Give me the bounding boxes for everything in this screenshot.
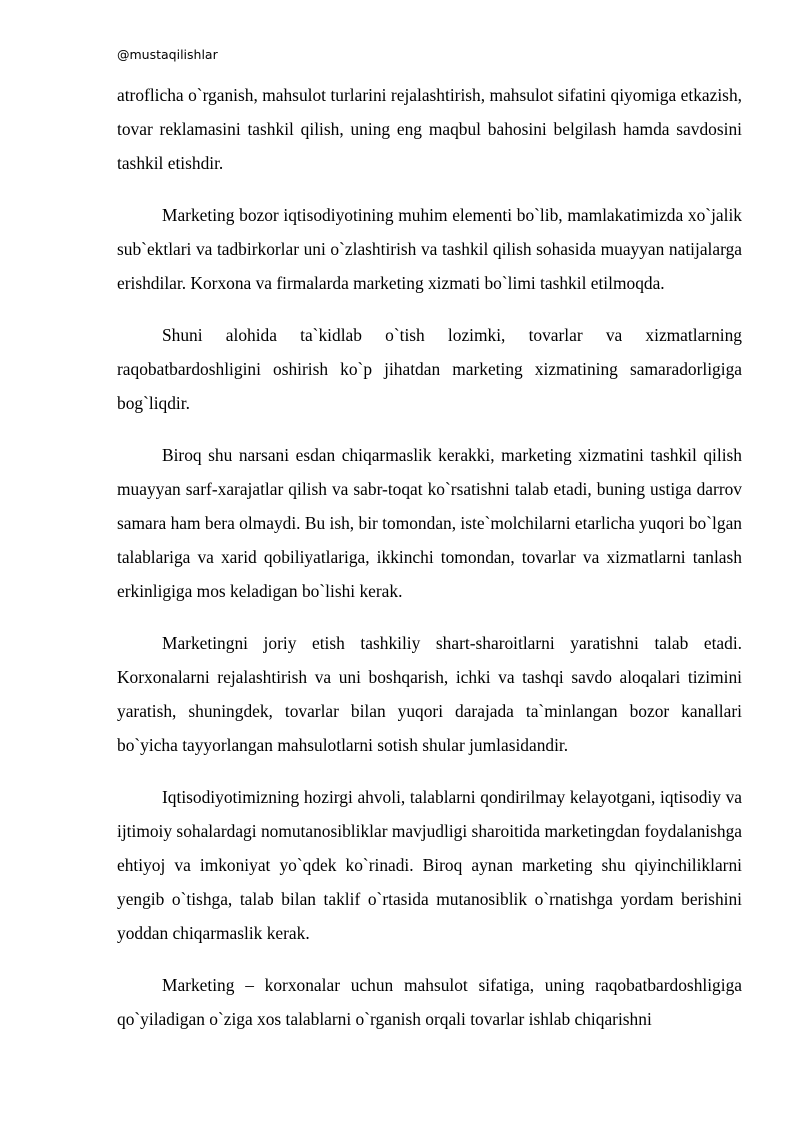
paragraph-6: Iqtisodiyotimizning hozirgi ahvoli, talablarni qondirilmay kelayotgani, iqtisodiy va ijtimoiy sohalardagi nomutanosibliklar mavjudligi sharoitida marketingdan foydalanishga ehtiyoj va imkoniyat yo`qdek ko`rinadi. Biroq aynan marketing shu qiyinchiliklarni yengib o`tishga, talab bilan taklif o`rtasida mutanosiblik o`rnatishga yordam berishini yoddan chiqarmaslik kerak.: [117, 787, 742, 943]
paragraph-4: Biroq shu narsani esdan chiqarmaslik kerakki, marketing xizmatini tashkil qilish muayyan sarf-xarajatlar qilish va sabr-toqat ko`rsatishni talab etadi, buning ustiga darrov samara ham bera olmaydi. Bu ish, bir tomondan, iste`molchilarni etarlicha yuqori bo`lgan talablariga va xarid qobiliyatlariga, ikkinchi tomondan, tovarlar va xizmatlarni tanlash erkinligiga mos keladigan bo`lishi kerak.: [117, 445, 742, 601]
document-body: [117, 78, 742, 1036]
page-header-handle: @mustaqilishlar: [117, 47, 218, 62]
paragraph-7: Marketing – korxonalar uchun mahsulot sifatiga, uning raqobatbardoshligiga qo`yiladigan o`ziga xos talablarni o`rganish orqali tovarlar ishlab chiqarishni: [117, 975, 742, 1029]
paragraph-3: Shuni alohida ta`kidlab o`tish lozimki, tovarlar va xizmatlarning raqobatbardoshligini oshirish ko`p jihatdan marketing xizmatining samaradorligiga bog`liqdir.: [117, 325, 742, 413]
paragraph-1: atroflicha o`rganish, mahsulot turlarini rejalashtirish, mahsulot sifatini qiyomiga etkazish, tovar reklamasini tashkil qilish, uning eng maqbul bahosini belgilash hamda savdosini tashkil etishdir.: [117, 85, 742, 173]
paragraph-2: Marketing bozor iqtisodiyotining muhim elementi bo`lib, mamlakatimizda xo`jalik sub`ektlari va tadbirkorlar uni o`zlashtirish va tashkil qilish sohasida muayyan natijalarga erishdilar. Korxona va firmalarda marketing xizmati bo`limi tashkil etilmoqda.: [117, 205, 742, 293]
paragraph-5: Marketingni joriy etish tashkiliy shart-sharoitlarni yaratishni talab etadi. Korxonalarni rejalashtirish va uni boshqarish, ichki va tashqi savdo aloqalari tizimini yaratish, shuningdek, tovarlar bilan yuqori darajada ta`minlangan bozor kanallari bo`yicha tayyorlangan mahsulotlarni sotish shular jumlasidandir.: [117, 633, 742, 755]
